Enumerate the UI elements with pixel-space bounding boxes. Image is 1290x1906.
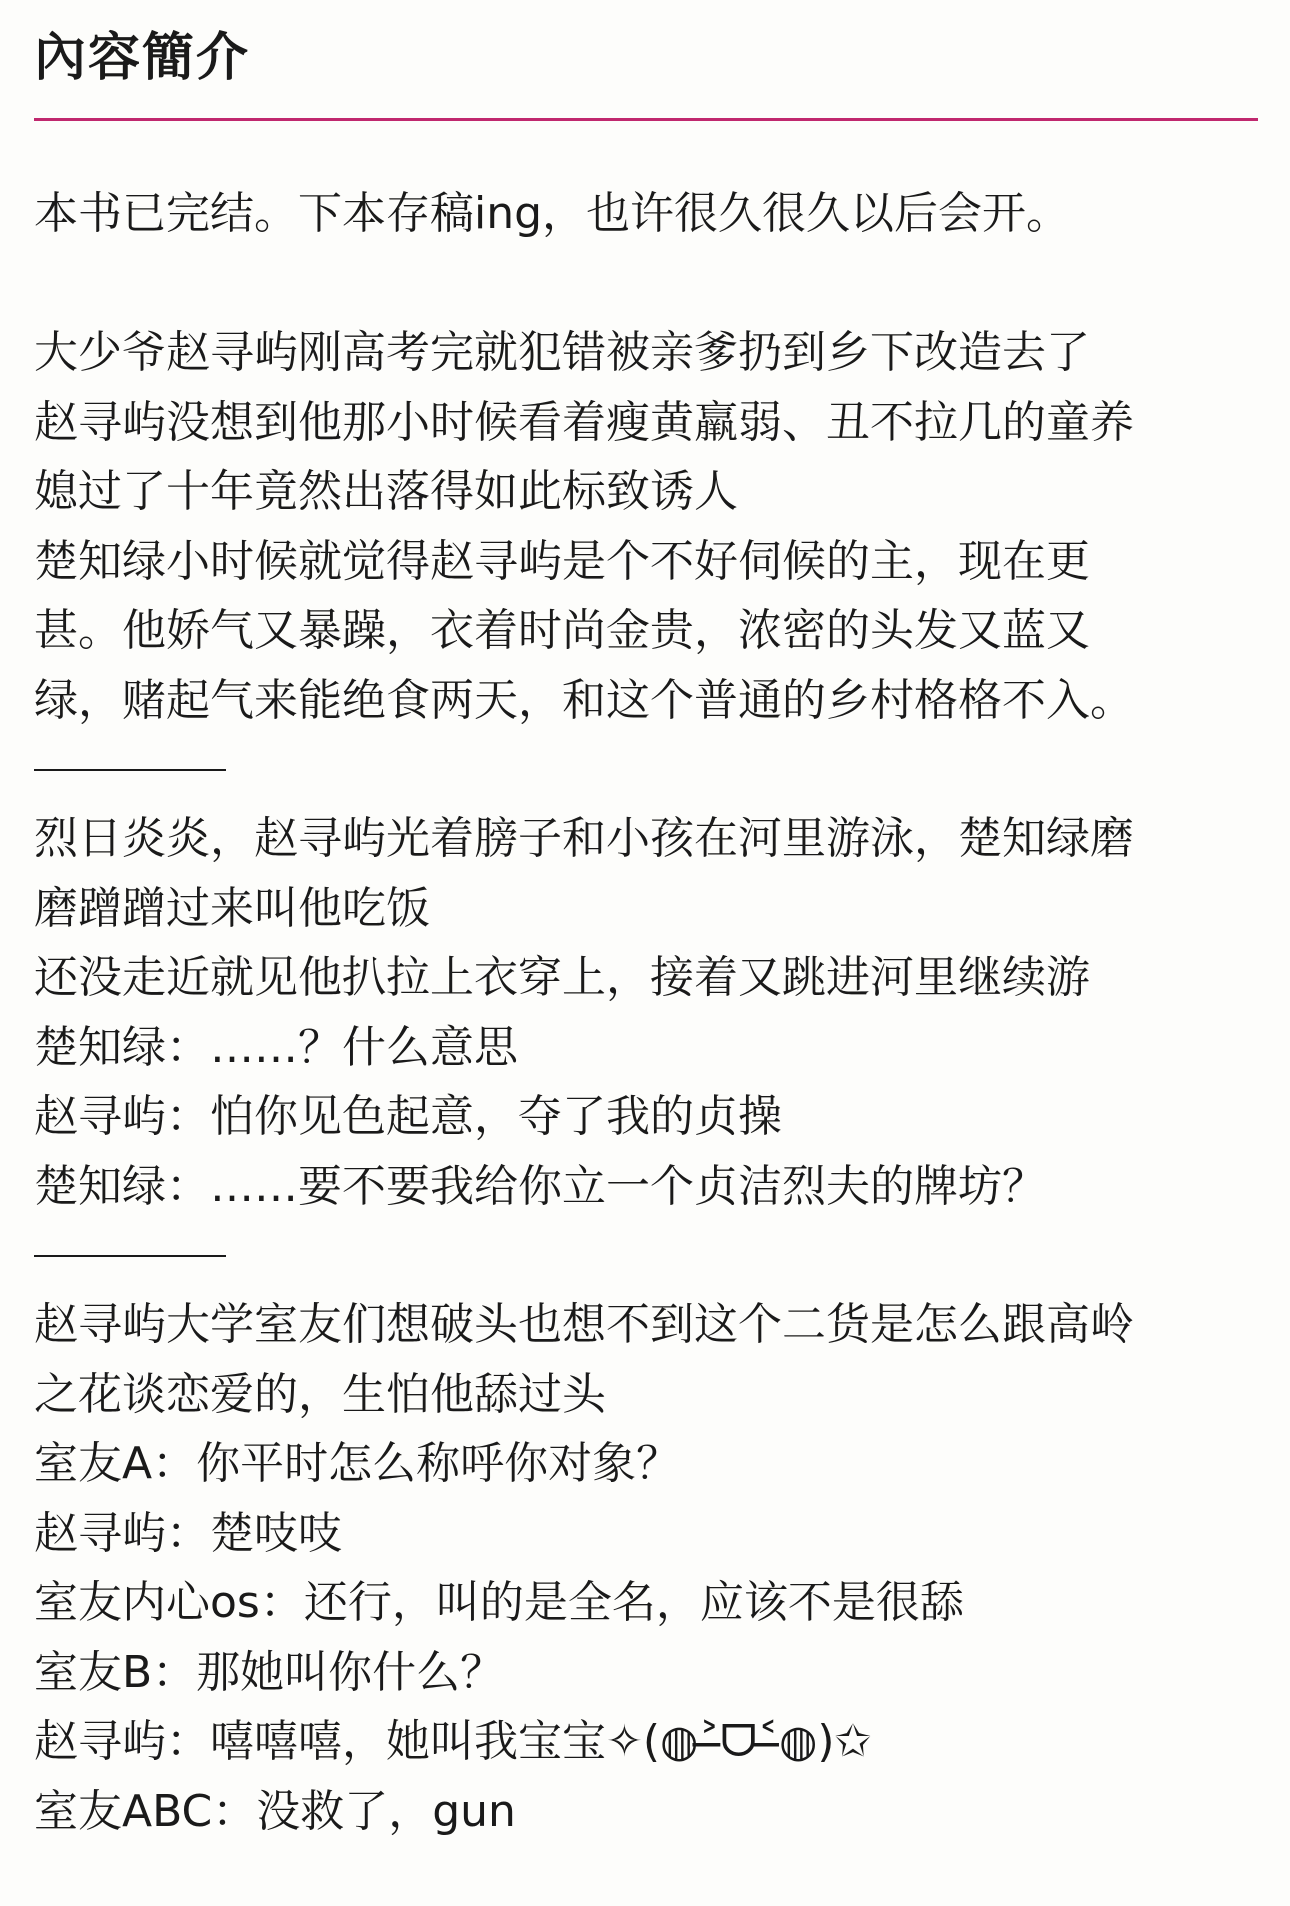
blank-line <box>34 249 1258 319</box>
synopsis-line: 赵寻屿大学室友们想破头也想不到这个二货是怎么跟高岭 <box>34 1299 1134 1350</box>
dialogue-line: 赵寻屿：楚吱吱 <box>34 1507 342 1559</box>
synopsis-line: 磨蹭蹭过来叫他吃饭 <box>34 882 430 934</box>
synopsis-line: 甚。他娇气又暴躁，衣着时尚金贵，浓密的头发又蓝又 <box>34 605 1090 656</box>
dialogue-line: 赵寻屿：嘻嘻嘻，她叫我宝宝✧(◍˃̶ᗜ˂̶◍)✩ <box>34 1716 872 1767</box>
title-divider <box>34 118 1258 121</box>
section-divider <box>34 1255 226 1257</box>
synopsis-line: 之花谈恋爱的，生怕他舔过头 <box>34 1368 606 1420</box>
dialogue-line: 赵寻屿：怕你见色起意，夺了我的贞操 <box>34 1091 782 1142</box>
dialogue-line: 室友ABC：没救了，gun <box>34 1785 516 1837</box>
synopsis-line: 楚知绿小时候就觉得赵寻屿是个不好伺候的主，现在更 <box>34 535 1090 587</box>
synopsis-line: 媳过了十年竟然出落得如此标致诱人 <box>34 466 738 517</box>
synopsis-line: 赵寻屿没想到他那小时候看着瘦黄羸弱、丑不拉几的童养 <box>34 396 1134 448</box>
dialogue-line: 室友A：你平时怎么称呼你对象？ <box>34 1438 681 1489</box>
synopsis-line: 还没走近就见他扒拉上衣穿上，接着又跳进河里继续游 <box>34 952 1090 1003</box>
section-divider <box>34 769 226 771</box>
dialogue-line: 室友内心os：还行，叫的是全名，应该不是很舔 <box>34 1577 964 1628</box>
intro-line: 本书已完结。下本存稿ing，也许很久很久以后会开。 <box>34 188 1071 239</box>
page-title: 內容簡介 <box>34 28 251 88</box>
synopsis-line: 大少爷赵寻屿刚高考完就犯错被亲爹扔到乡下改造去了 <box>34 327 1090 378</box>
dialogue-line: 楚知绿：……要不要我给你立一个贞洁烈夫的牌坊？ <box>34 1160 1046 1212</box>
synopsis-line: 绿，赌起气来能绝食两天，和这个普通的乡村格格不入。 <box>34 674 1134 726</box>
synopsis-line: 烈日炎炎，赵寻屿光着膀子和小孩在河里游泳，楚知绿磨 <box>34 813 1134 864</box>
dialogue-line: 楚知绿：……？什么意思 <box>34 1021 518 1073</box>
dialogue-line: 室友B：那她叫你什么？ <box>34 1646 505 1698</box>
synopsis-body <box>34 179 1258 1846</box>
